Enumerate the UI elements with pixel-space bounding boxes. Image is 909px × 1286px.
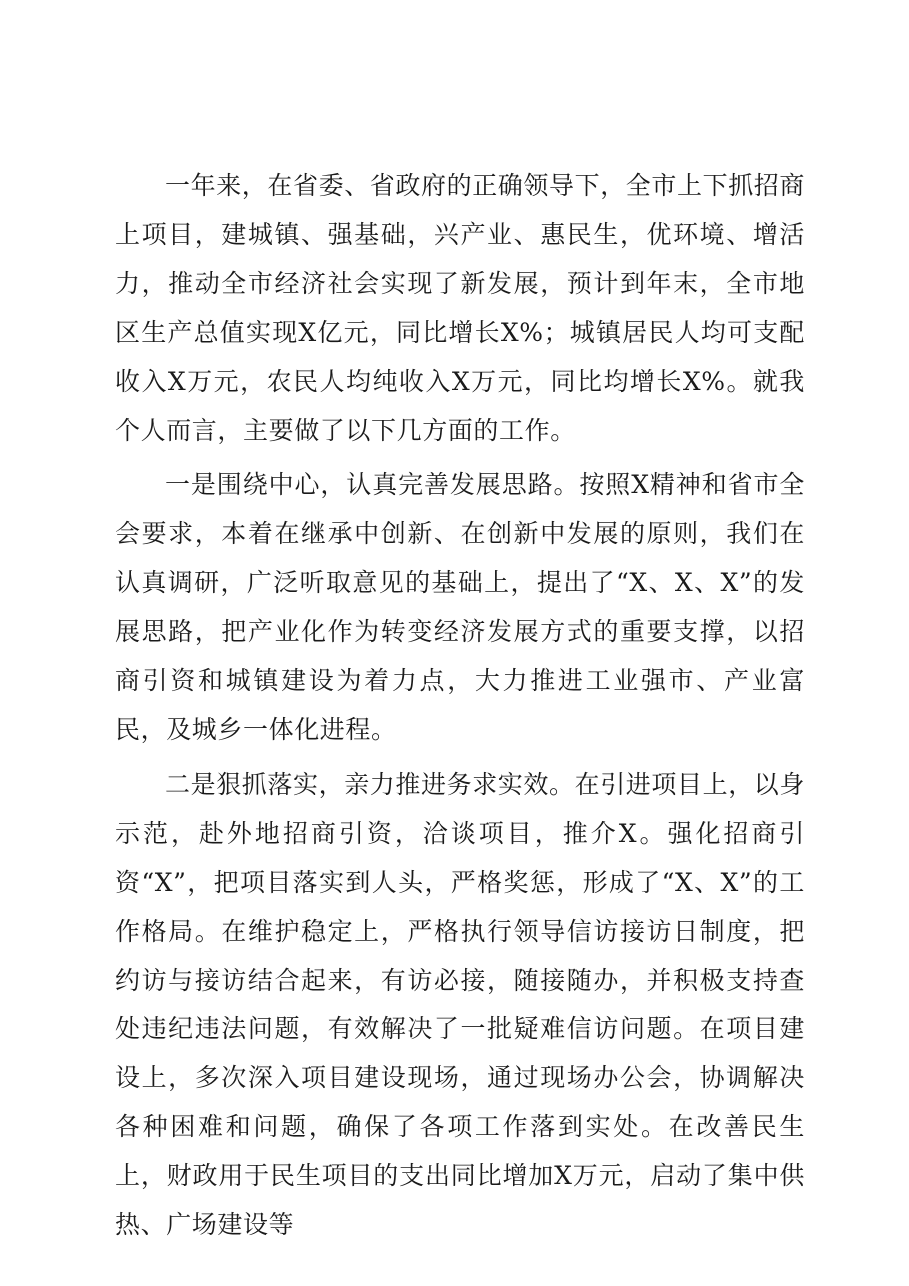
paragraph-intro: 一年来，在省委、省政府的正确领导下，全市上下抓招商上项目，建城镇、强基础，兴产业、惠民生，优环境、增活力，推动全市经济社会实现了新发展，预计到年末，全市地区生产总值实现X亿元，同比增长X%；城镇居民人均可支配收入X万元，农民人均纯收入X万元，同比均增长X%。就我个人而言，主要做了以下几方面的工作。 xyxy=(115,171,806,445)
document-body xyxy=(115,162,805,1256)
paragraph-implementation: 二是狠抓落实，亲力推进务求实效。在引进项目上，以身示范，赴外地招商引资，洽谈项目，推介X。强化招商引资“X”，把项目落实到人头，严格奖惩，形成了“X、X”的工作格局。在维护稳定上，严格执行领导信访接访日制度，把约访与接访结合起来，有访必接，随接随办，并积极支持查处违纪违法问题，有效解决了一批疑难信访问题。在项目建设上，多次深入项目建设现场，通过现场办公会，协调解决各种困难和问题，确保了各项工作落到实处。在改善民生上，财政用于民生项目的支出同比增加X万元，启动了集中供热、广场建设等 xyxy=(115,769,806,1240)
paragraph-development-ideas: 一是围绕中心，认真完善发展思路。按照X精神和省市全会要求，本着在继承中创新、在创新中发展的原则，我们在认真调研，广泛听取意见的基础上，提出了“X、X、X”的发展思路，把产业化作为转变经济发展方式的重要支撑，以招商引资和城镇建设为着力点，大力推进工业强市、产业富民，及城乡一体化进程。 xyxy=(115,470,805,744)
